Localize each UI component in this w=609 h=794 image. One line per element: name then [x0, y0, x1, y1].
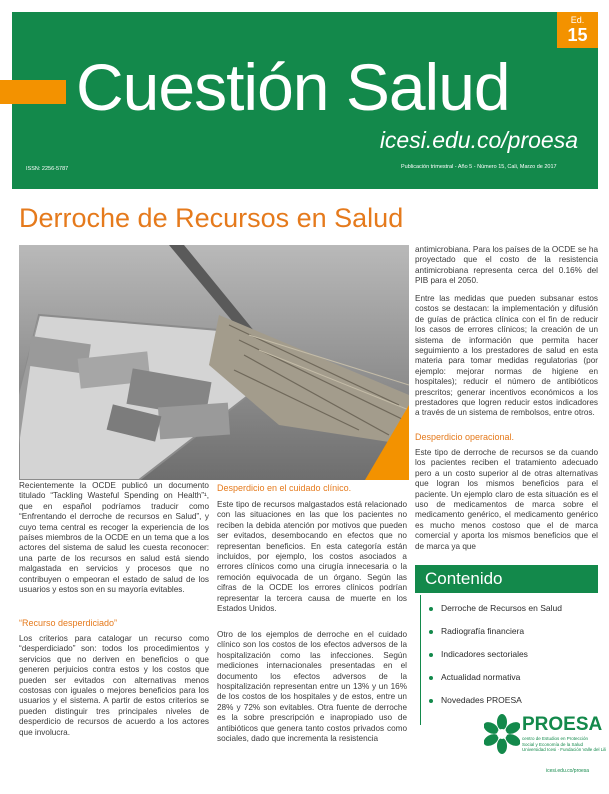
contents-item-radiografia[interactable]: Radiografía financiera [429, 626, 524, 636]
publication-info: Publicación trimestral - Año 5 - Número 15, Cali, Marzo de 2017 [401, 164, 557, 170]
logo-url-link[interactable]: icesi.edu.co/proesa [546, 768, 590, 774]
column-3-paragraph-2: Entre las medidas que pueden subsanar estos costos se destacan: la implementación y difusión de guías de práctica clínica con el fin de reducir los casos de errores clínicos; la creación de un sistema de información que permita hacer seguimiento a los prestadores de salud en esta materia para tomar medidas regulatorias (por ejemplo: mejorar normas de higiene en hospitales); reducir el número de antibióticos prescritos; generar incentivos económicos a los prestadores que logren reducir estos indicadores a través de un sistema de rembolsos, entre otros. [415, 294, 598, 418]
column-3-paragraph-1: antimicrobiana. Para los países de la OCDE se ha proyectado que el costo de la resistencia antimicrobiana representa cerca del 0.16% del PIB para el 2050. [415, 245, 598, 286]
photo-illustration [19, 245, 409, 480]
issn: ISSN: 2256-5787 [26, 166, 69, 172]
proesa-flower-icon [484, 714, 520, 754]
contents-item-indicadores[interactable]: Indicadores sectoriales [429, 649, 528, 659]
column-2-paragraph-2: Otro de los ejemplos de derroche en el cuidado clínico son los costos de los efectos adversos de la hospitalización como las infecciones. Según mediciones internacionales presentadas en el documento los efectos adversos de la hospitalización representan entre un 13% y un 16% de los costos de los hospitales y de estos, entre un 28% y 72% son evitables. Otra fuente de derroche es la sobre prescripción e inapropiado uso de antibióticos que genera tanto costos privados como sociales, dado que incrementa la resistencia [217, 630, 407, 744]
subheading-recurso-desperdiciado: “Recurso desperdiciado” [19, 618, 118, 628]
header-url-link[interactable]: icesi.edu.co/proesa [379, 127, 578, 153]
contents-item-actualidad[interactable]: Actualidad normativa [429, 672, 520, 682]
column-1-paragraph-2: Los criterios para catalogar un recurso como “desperdiciado” son: todos los procedimientos y servicios que no deriven en beneficios o que generen perjuicios contra estos y los costos que pueden ser evitados con alternativas menos costosas con iguales o mejores beneficios para los usuarios y el sistema. A partir de estos criterios se pueden distinguir tres principales niveles de desperdicio de recursos de acuerdo a los actores que involucra. [19, 634, 209, 737]
bullet-icon [429, 630, 433, 634]
bullet-icon [429, 653, 433, 657]
contents-item-derroche[interactable]: Derroche de Recursos en Salud [429, 603, 562, 613]
subheading-desperdicio-operacional: Desperdicio operacional. [415, 432, 515, 442]
edition-label: Ed. [570, 15, 585, 25]
bullet-icon [429, 676, 433, 680]
column-3-paragraph-3: Este tipo de derroche de recursos se da cuando los pacientes reciben el tratamiento adecuado pero a un costo superior al de otras alternativas que logran los mismos beneficios para el paciente. Un ejemplo claro de esta situación es el uso de medicamentos de marca sobre el medicamento genérico, el medicamento genérico es mucho menos costoso que el de marca comercial y aporta los mismos beneficios que el de marca ya que [415, 448, 598, 551]
broom-money-photo [19, 245, 409, 480]
article-title: Derroche de Recursos en Salud [19, 203, 404, 233]
newsletter-title: Cuestión Salud [76, 50, 510, 124]
contents-item-novedades[interactable]: Novedades PROESA [429, 695, 522, 705]
edition-number: 15 [567, 25, 588, 45]
contents-title: Contenido [415, 565, 598, 593]
column-1-paragraph-1: Recientemente la OCDE publicó un documento titulado “Tackling Wasteful Spending on Health”¹, que en español podríamos traducir como “Enfrentando el derroche de recursos en Salud”, y cuyo tema central es recoger la experiencia de los países miembros de la OCDE en un tema que a los actores del sistema de salud les cuesta reconocer: una parte de los recursos en salud está siendo malgastada en servicios y procesos que no contribuyen o empeoran el estado de salud de los usuarios y estos son en su mayoría evitables. [19, 481, 209, 595]
proesa-logo [484, 712, 607, 792]
bullet-icon [429, 699, 433, 703]
proesa-logo-name: PROESA [522, 714, 603, 735]
edition-badge [557, 12, 598, 48]
bullet-icon [429, 607, 433, 611]
orange-accent-bar [0, 80, 66, 104]
column-2-paragraph-1: Este tipo de recursos malgastados está relacionado con las situaciones en las que los pacientes no reciben la debida atención por motivos que pueden ser evitados, desembocando en efectos que no representan beneficios. En esta categoría están incluidos, por ejemplo, los costos asociados a errores clínicos como una cirugía innecesaria o la remoción equivocada de un órgano. Según las cifras de la OCDE los errores clínicos podrían representar la tercera causa de muerte en los Estados Unidos. [217, 500, 407, 614]
proesa-logo-subtitle: centro de Estudios en Protección Social y Economía de la Salud Universidad Icesi · Fundación Valle del Lili [522, 736, 607, 752]
contents-divider [420, 595, 421, 725]
subheading-cuidado-clinico: Desperdicio en el cuidado clínico. [217, 483, 352, 493]
